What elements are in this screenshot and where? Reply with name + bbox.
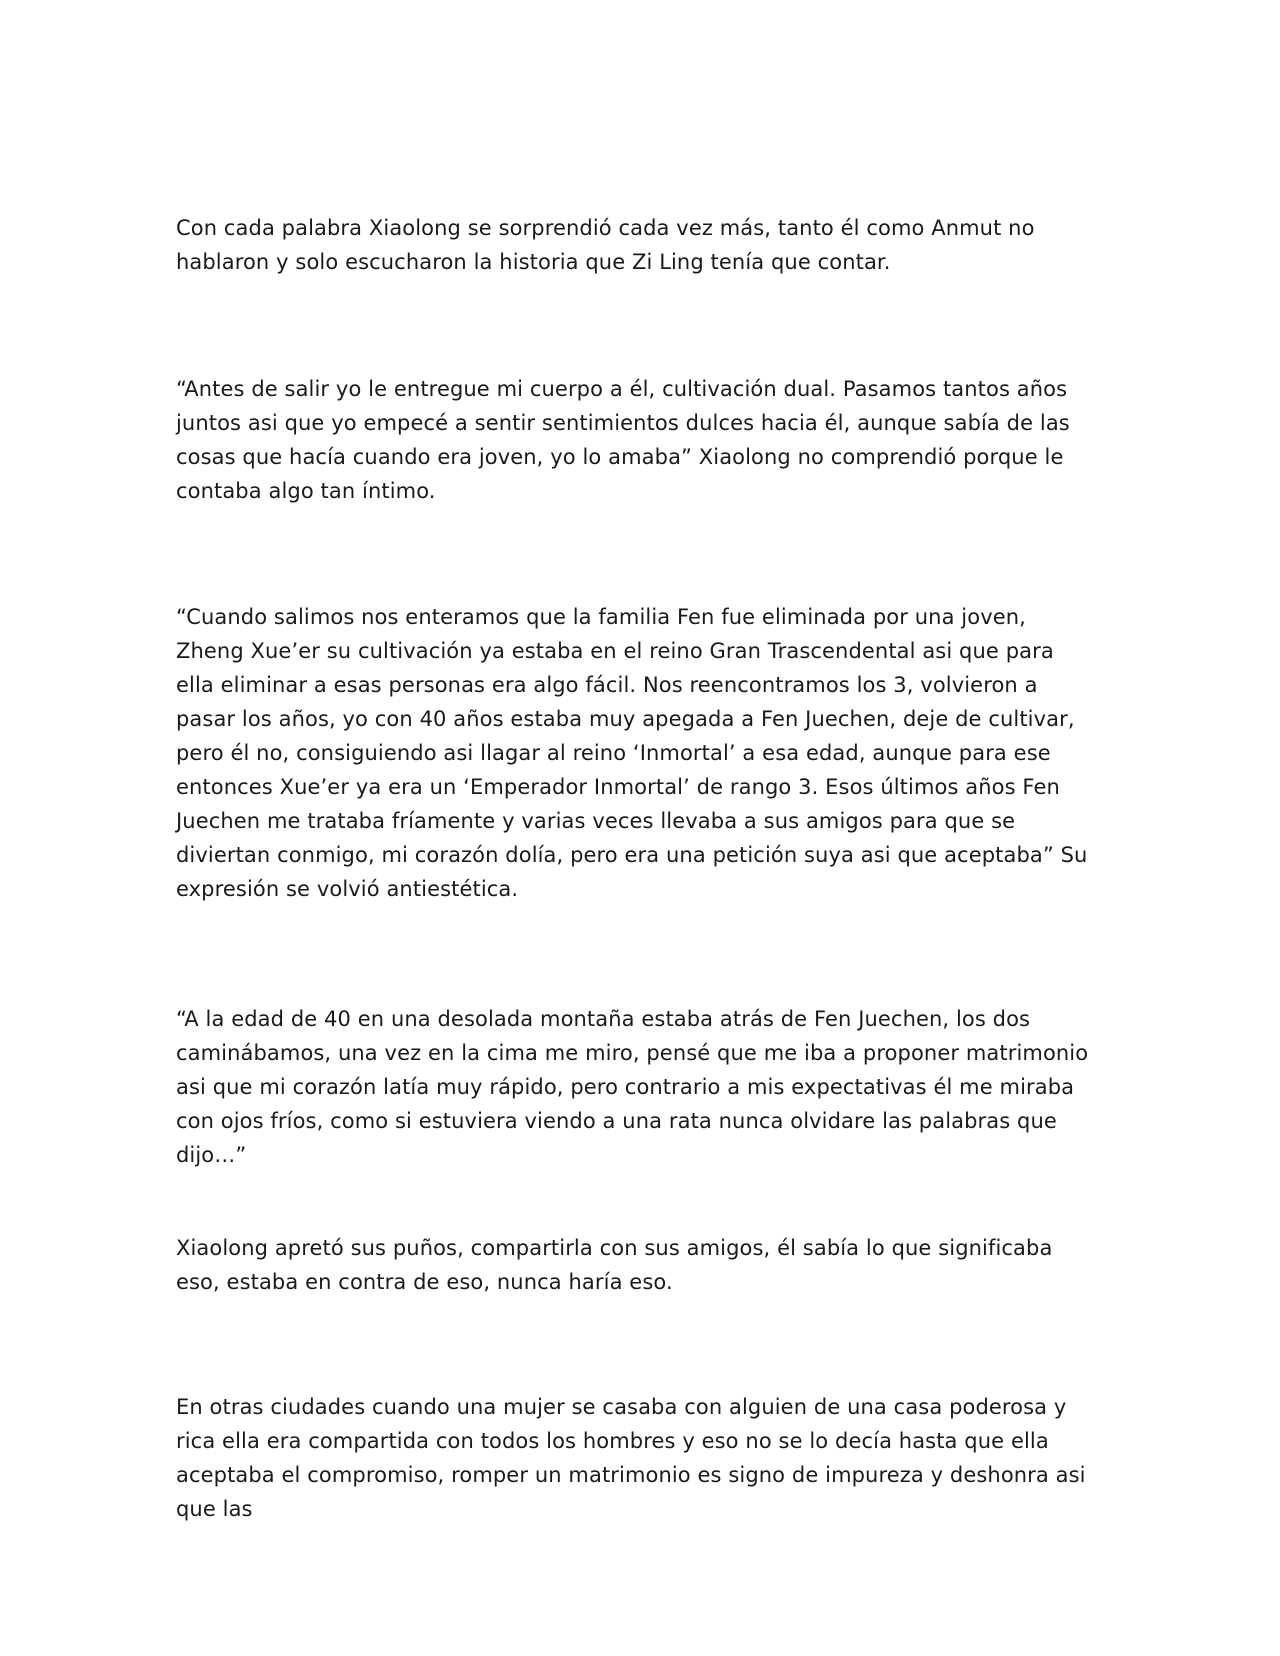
paragraph-5: Xiaolong apretó sus puños, compartirla con sus amigos, él sabía lo que significaba eso, estaba en contra de eso, nunca haría eso. [176,1236,1053,1294]
paragraph-1: Con cada palabra Xiaolong se sorprendió cada vez más, tanto él como Anmut no hablaron y solo escucharon la historia que Zi Ling tenía que contar. [176,216,1035,274]
paragraph-4: “A la edad de 40 en una desolada montaña estaba atrás de Fen Juechen, los dos caminábamos, una vez en la cima me miro, pensé que me iba a proponer matrimonio asi que mi corazón latía muy rápido, pero contrario a mis expectativas él me miraba con ojos fríos, como si estuviera viendo a una rata nunca olvidare las palabras que dijo…” [176,1007,1089,1167]
paragraph-2: “Antes de salir yo le entregue mi cuerpo a él, cultivación dual. Pasamos tantos años juntos asi que yo empecé a sentir sentimientos dulces hacia él, aunque sabía de las cosas que hacía cuando era joven, yo lo amaba” Xiaolong no comprendió porque le contaba algo tan íntimo. [176,377,1070,503]
paragraph-3: “Cuando salimos nos enteramos que la familia Fen fue eliminada por una joven, Zheng Xue’er su cultivación ya estaba en el reino Gran Trascendental asi que para ella eliminar a esas personas era algo fácil. Nos reencontramos los 3, volvieron a pasar los años, yo con 40 años estaba muy apegada a Fen Juechen, deje de cultivar, pero él no, consiguiendo asi llagar al reino ‘Inmortal’ a esa edad, aunque para ese entonces Xue’er ya era un ‘Emperador Inmortal’ de rango 3. Esos últimos años Fen Juechen me trataba fríamente y varias veces llevaba a sus amigos para que se diviertan conmigo, mi corazón dolía, pero era una petición suya asi que aceptaba” Su expresión se volvió antiestética. [176,605,1088,901]
paragraph-6: En otras ciudades cuando una mujer se casaba con alguien de una casa poderosa y rica ella era compartida con todos los hombres y eso no se lo decía hasta que ella aceptaba el compromiso, romper un matrimonio es signo de impureza y deshonra asi que las [176,1395,1086,1521]
